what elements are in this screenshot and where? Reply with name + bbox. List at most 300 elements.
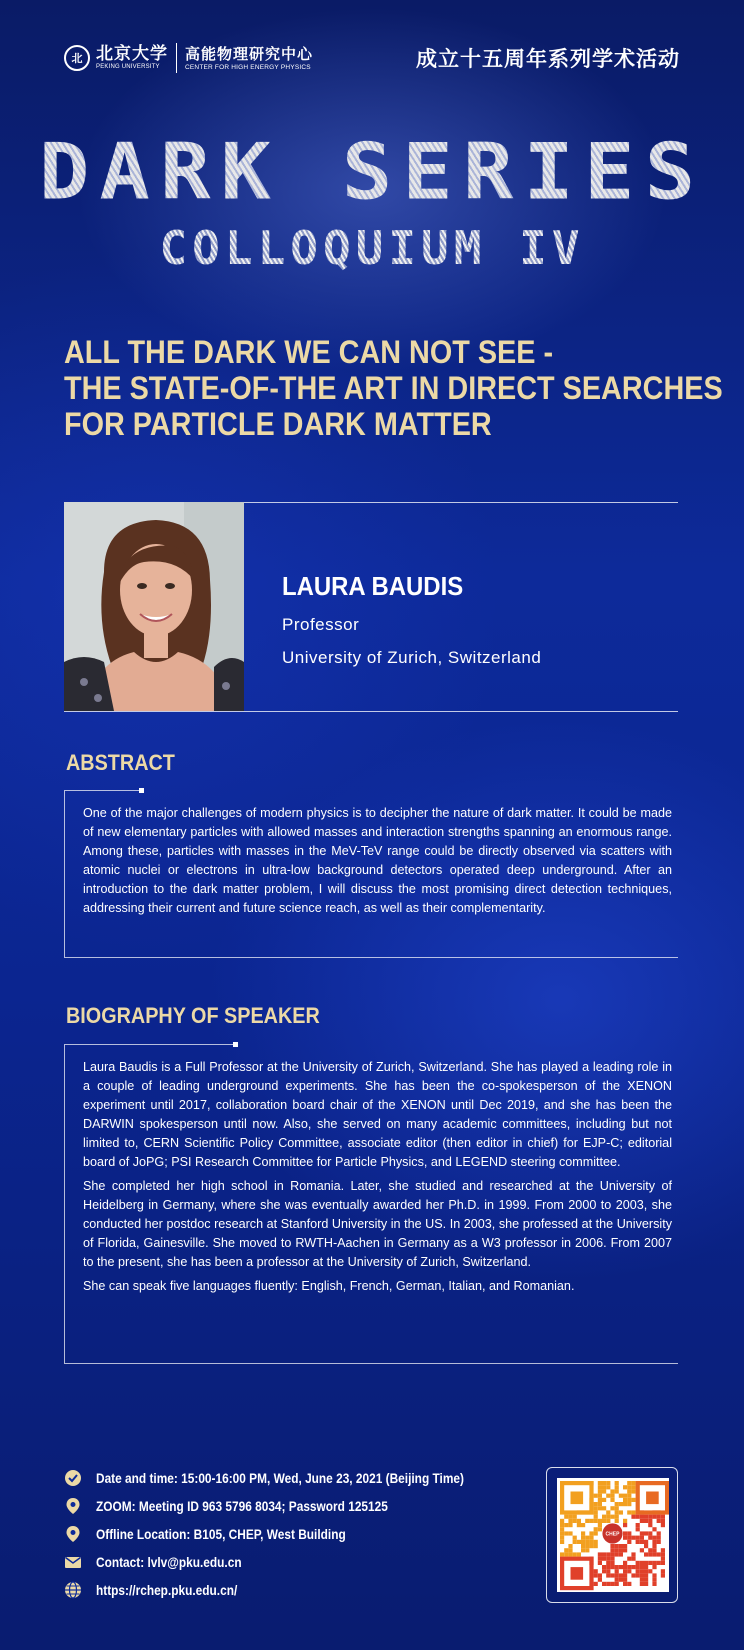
qr-module [602,1481,606,1485]
qr-module [657,1515,661,1519]
qr-module [627,1531,631,1535]
qr-module [606,1485,610,1489]
qr-module [602,1498,606,1502]
qr-module [610,1561,614,1565]
qr-module [661,1569,665,1573]
qr-module [657,1531,661,1535]
qr-module [610,1557,614,1561]
qr-module [636,1523,640,1527]
qr-module [594,1573,598,1577]
qr-module [615,1544,619,1548]
qr-module [610,1573,614,1577]
qr-module [598,1523,602,1527]
qr-module [594,1515,598,1519]
qr-module [606,1552,610,1556]
biography-box [64,1044,678,1364]
qr-module [560,1527,564,1531]
qr-module [623,1523,627,1527]
speaker-affiliation: University of Zurich, Switzerland [282,648,542,667]
qr-module [640,1540,644,1544]
qr-module [598,1557,602,1561]
qr-module [564,1523,568,1527]
speaker-portrait-icon [64,502,244,711]
qr-module [594,1569,598,1573]
qr-module [627,1489,631,1493]
qr-module [594,1531,598,1535]
qr-module [598,1519,602,1523]
qr-module [602,1519,606,1523]
qr-module [615,1502,619,1506]
qr-module [652,1582,656,1586]
qr-module [644,1515,648,1519]
info-location: Offline Location: B105, CHEP, West Building [96,1526,346,1542]
qr-module [602,1565,606,1569]
qr-module [623,1548,627,1552]
qr-module [564,1531,568,1535]
qr-module [594,1540,598,1544]
qr-module [581,1544,585,1548]
qr-module [648,1561,652,1565]
envelope-icon [64,1553,82,1571]
qr-module [619,1565,623,1569]
qr-module [627,1582,631,1586]
qr-module [598,1502,602,1506]
qr-module [606,1582,610,1586]
qr-finder-center [571,1567,584,1580]
qr-module [581,1548,585,1552]
globe-icon [64,1581,82,1599]
qr-module [623,1544,627,1548]
abstract-text [65,790,678,918]
qr-module [594,1544,598,1548]
qr-module [631,1557,635,1561]
qr-module [606,1561,610,1565]
abstract-heading: ABSTRACT [66,750,175,775]
qr-module [573,1515,577,1519]
qr-module [631,1489,635,1493]
qr-module [640,1565,644,1569]
qr-module [640,1515,644,1519]
qr-module [568,1523,572,1527]
qr-module [560,1536,564,1540]
qr-module [615,1582,619,1586]
info-row-zoom [64,1492,524,1520]
qr-module [573,1536,577,1540]
qr-finder-center [571,1492,584,1505]
speaker-name: LAURA BAUDIS [282,571,464,601]
qr-module [644,1565,648,1569]
qr-module [560,1519,564,1523]
qr-module [560,1552,564,1556]
qr-module [644,1578,648,1582]
qr-module [610,1544,614,1548]
qr-code-icon [557,1478,669,1592]
qr-module [606,1510,610,1514]
qr-module [615,1552,619,1556]
qr-module [577,1552,581,1556]
qr-module [648,1519,652,1523]
qr-module [585,1519,589,1523]
qr-module [627,1485,631,1489]
speaker-title: Professor [282,615,360,634]
qr-module [631,1565,635,1569]
qr-module [594,1519,598,1523]
qr-module [615,1485,619,1489]
qr-module [623,1494,627,1498]
biography-box-rule [65,1044,235,1045]
qr-module [594,1527,598,1531]
qr-module [648,1531,652,1535]
qr-module [631,1573,635,1577]
qr-module [598,1489,602,1493]
qr-module [627,1540,631,1544]
abstract-box-rule [65,790,141,791]
qr-module [598,1506,602,1510]
qr-module [657,1561,661,1565]
qr-module [585,1544,589,1548]
qr-module [623,1531,627,1535]
qr-module [640,1569,644,1573]
qr-module [615,1510,619,1514]
qr-module [623,1498,627,1502]
qr-module [640,1582,644,1586]
qr-module [652,1548,656,1552]
qr-module [631,1536,635,1540]
qr-module [636,1561,640,1565]
qr-module [560,1531,564,1535]
qr-module [627,1536,631,1540]
qr-module [644,1561,648,1565]
qr-module [623,1519,627,1523]
qr-module [610,1489,614,1493]
qr-module [644,1573,648,1577]
qr-module [598,1527,602,1531]
info-row-datetime [64,1464,524,1492]
biography-paragraph: Laura Baudis is a Full Professor at the University of Zurich, Switzerland. She has played a leading role in a couple of leading underground experiments. She has been the co-spokesperson of the XENON experiment until 2017, collaboration board chair of the XENON until Dec 2019, and she has been the DARWIN spokesperson until now. Also, she served on many academic committees, including but not limited to, CERN Scientific Policy Committee, associate editor (then editor in chief) for EJP-C; editorial board of JoPG; PSI Research Committee for Particle Physics, and LEGEND steering committee. [83,1060,672,1169]
qr-module [652,1527,656,1531]
qr-module [623,1573,627,1577]
qr-module [573,1519,577,1523]
qr-module [594,1494,598,1498]
qr-module [623,1502,627,1506]
qr-module [594,1502,598,1506]
qr-module [661,1573,665,1577]
qr-module [585,1548,589,1552]
biography-box-dot [233,1042,238,1047]
qr-module [602,1557,606,1561]
qr-module [598,1494,602,1498]
qr-module [610,1506,614,1510]
qr-module [615,1489,619,1493]
qr-module [627,1569,631,1573]
qr-module [623,1569,627,1573]
qr-module [623,1485,627,1489]
qr-module [577,1540,581,1544]
qr-module [661,1548,665,1552]
talk-title-line: FOR PARTICLE DARK MATTER [64,406,492,442]
clock-check-icon [64,1469,82,1487]
qr-module [619,1510,623,1514]
qr-module [644,1582,648,1586]
info-row-contact [64,1548,524,1576]
qr-module [585,1536,589,1540]
qr-module [615,1573,619,1577]
qr-module [631,1510,635,1514]
qr-module [615,1515,619,1519]
qr-module [598,1485,602,1489]
qr-module [644,1569,648,1573]
qr-module [619,1544,623,1548]
series-title: DARK SERIES [0,128,744,216]
qr-module [619,1494,623,1498]
qr-module [631,1515,635,1519]
qr-module [636,1515,640,1519]
qr-module [627,1494,631,1498]
qr-module [598,1561,602,1565]
qr-module [644,1531,648,1535]
qr-module [631,1485,635,1489]
talk-title-line: THE STATE-OF-THE ART IN DIRECT SEARCHES [64,370,723,406]
qr-module [585,1540,589,1544]
qr-module [636,1565,640,1569]
abstract-box [64,790,678,958]
qr-module [606,1569,610,1573]
qr-module [602,1569,606,1573]
qr-module [657,1552,661,1556]
qr-module [652,1552,656,1556]
qr-center-label: CHEP [605,1531,620,1538]
qr-module [581,1523,585,1527]
qr-module [652,1536,656,1540]
qr-module [594,1582,598,1586]
qr-module [610,1548,614,1552]
qr-module [652,1540,656,1544]
qr-module [623,1561,627,1565]
qr-module [589,1544,593,1548]
map-pin-icon [64,1497,82,1515]
header [64,38,680,78]
qr-module [640,1531,644,1535]
qr-module [640,1536,644,1540]
qr-module [573,1540,577,1544]
qr-module [640,1519,644,1523]
qr-module [568,1548,572,1552]
biography-text [65,1044,678,1296]
qr-module [627,1481,631,1485]
qr-module [606,1557,610,1561]
qr-module [661,1561,665,1565]
qr-module [589,1536,593,1540]
qr-module [627,1510,631,1514]
qr-module [581,1531,585,1535]
qr-module [610,1552,614,1556]
info-row-website [64,1576,524,1604]
speaker-divider-bottom [64,711,678,712]
qr-module [652,1561,656,1565]
qr-module [564,1548,568,1552]
qr-module [568,1552,572,1556]
qr-module [568,1531,572,1535]
qr-module [581,1536,585,1540]
qr-module [610,1515,614,1519]
location-pin-icon [64,1525,82,1543]
qr-module [615,1519,619,1523]
qr-module [606,1519,610,1523]
qr-module [619,1552,623,1556]
qr-module [594,1510,598,1514]
qr-module [657,1519,661,1523]
qr-module [589,1519,593,1523]
qr-module [577,1523,581,1527]
qr-module [577,1519,581,1523]
qr-module [568,1519,572,1523]
qr-module [560,1523,564,1527]
qr-module [640,1573,644,1577]
qr-module [602,1506,606,1510]
pku-name-en: PEKING UNIVERSITY [96,64,160,70]
biography-heading: BIOGRAPHY OF SPEAKER [66,1003,320,1028]
qr-module [564,1552,568,1556]
qr-module [636,1536,640,1540]
qr-module [602,1552,606,1556]
qr-module [627,1502,631,1506]
qr-module [644,1519,648,1523]
pku-name-cn: 北京大学 [96,44,168,64]
qr-module [573,1552,577,1556]
qr-module [615,1565,619,1569]
qr-module [568,1515,572,1519]
qr-module [657,1540,661,1544]
qr-module [652,1544,656,1548]
qr-module [652,1578,656,1582]
info-website[interactable]: https://rchep.pku.edu.cn/ [96,1582,238,1598]
qr-module [564,1515,568,1519]
qr-module [610,1494,614,1498]
qr-module [623,1578,627,1582]
biography-paragraph: She completed her high school in Romania. Later, she studied and researched at the University of Heidelberg in Germany, where she was eventually awarded her Ph.D. in 1999. From 2000 to 2003, she conducted her postdoc research at Stanford University in the US. In 2003, she professed at the University of Florida, Gainesville. She moved to RWTH-Aachen in Germany as a W3 professor in 2006. From 2007 to the present, she has been a professor at the University of Zurich, Switzerland. [83,1179,672,1269]
qr-module [631,1498,635,1502]
qr-module [602,1582,606,1586]
qr-frame [546,1467,678,1603]
qr-module [615,1578,619,1582]
qr-module [594,1506,598,1510]
qr-module [636,1527,640,1531]
qr-module [648,1569,652,1573]
chep-logo [185,45,313,72]
qr-module [598,1481,602,1485]
qr-module [598,1498,602,1502]
qr-module [598,1552,602,1556]
talk-title [64,334,723,442]
qr-module [623,1565,627,1569]
qr-module [606,1515,610,1519]
qr-module [602,1489,606,1493]
info-row-location [64,1520,524,1548]
qr-module [661,1552,665,1556]
qr-module [560,1540,564,1544]
qr-module [631,1481,635,1485]
qr-module [636,1569,640,1573]
speaker-photo [64,502,244,711]
qr-module [644,1544,648,1548]
chep-name-cn: 高能物理研究中心 [185,44,314,63]
qr-module [661,1557,665,1561]
qr-module [615,1506,619,1510]
qr-module [627,1498,631,1502]
qr-module [619,1548,623,1552]
qr-module [644,1552,648,1556]
qr-module [636,1540,640,1544]
qr-module [619,1573,623,1577]
qr-module [610,1582,614,1586]
pku-seal-icon: 北 [64,45,90,71]
qr-module [602,1515,606,1519]
qr-module [589,1540,593,1544]
qr-module [652,1515,656,1519]
qr-module [598,1573,602,1577]
qr-module [648,1523,652,1527]
qr-finder-center [646,1492,659,1505]
qr-module [636,1573,640,1577]
pku-logo [64,45,168,71]
qr-module [606,1573,610,1577]
qr-module [623,1582,627,1586]
qr-module [640,1548,644,1552]
info-contact[interactable]: Contact: lvlv@pku.edu.cn [96,1554,242,1570]
qr-module [627,1557,631,1561]
qr-module [661,1519,665,1523]
info-zoom: ZOOM: Meeting ID 963 5796 8034; Password 125125 [96,1498,388,1514]
info-datetime: Date and time: 15:00-16:00 PM, Wed, June 23, 2021 (Beijing Time) [96,1470,464,1486]
event-info [64,1464,524,1604]
header-divider [176,43,177,73]
qr-module [661,1523,665,1527]
qr-module [652,1565,656,1569]
chep-name-en: CENTER FOR HIGH ENERGY PHYSICS [185,63,311,71]
qr-module [648,1548,652,1552]
qr-module [657,1536,661,1540]
qr-module [644,1540,648,1544]
qr-module [619,1578,623,1582]
qr-module [615,1569,619,1573]
qr-module [589,1531,593,1535]
qr-module [648,1515,652,1519]
qr-module [619,1502,623,1506]
qr-module [648,1552,652,1556]
qr-module [615,1548,619,1552]
qr-module [610,1498,614,1502]
qr-module [606,1565,610,1569]
qr-module [623,1536,627,1540]
qr-module [627,1565,631,1569]
qr-module [598,1578,602,1582]
abstract-paragraph: One of the major challenges of modern physics is to decipher the nature of dark matter. It could be made of new elementary particles with allowed masses and interaction strengths spanning an enormous range. Among these, particles with masses in the MeV-TeV range could be directly observed via scatters with atomic nuclei or electrons in ultra-low background detectors operated deep underground. After an introduction to the dark matter problem, I will discuss the most promising direct detection techniques, addressing their current and future science reach, as well as their complementarity. [83,806,672,915]
qr-module [640,1578,644,1582]
qr-module [648,1536,652,1540]
qr-module [581,1540,585,1544]
qr-code[interactable] [557,1478,669,1592]
qr-module [615,1481,619,1485]
qr-module [631,1552,635,1556]
qr-module [610,1565,614,1569]
qr-module [606,1481,610,1485]
qr-module [606,1494,610,1498]
qr-module [568,1544,572,1548]
series-subtitle: COLLOQUIUM IV [0,222,744,274]
anniversary-label: 成立十五周年系列学术活动 [416,47,680,71]
qr-module [640,1561,644,1565]
biography-paragraph: She can speak five languages fluently: English, French, German, Italian, and Romanian. [83,1279,575,1293]
